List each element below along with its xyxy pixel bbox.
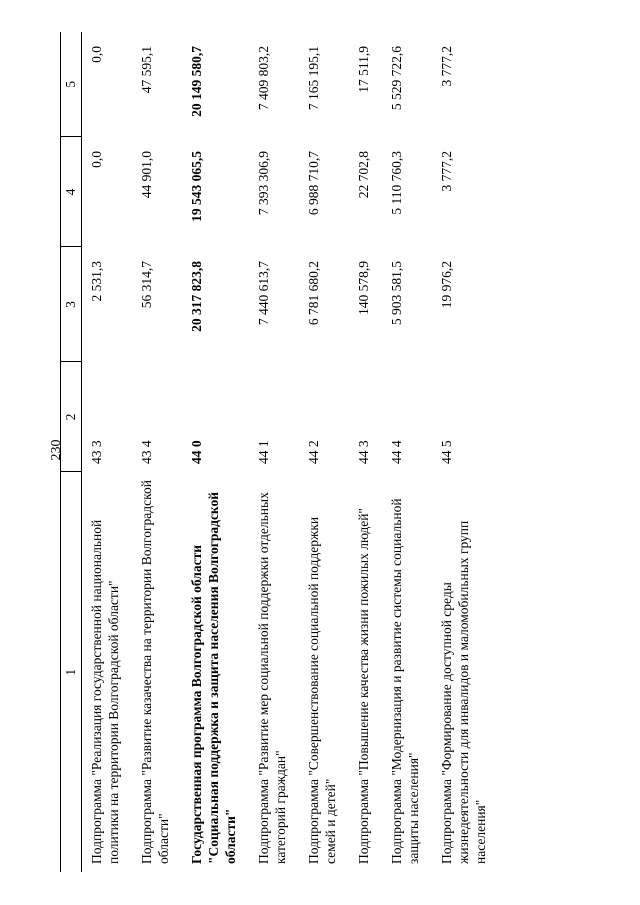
- table-row: [249, 32, 299, 872]
- table-body: [82, 32, 500, 872]
- row-value-col3: 7 440 613,7: [256, 261, 271, 326]
- table-row: [82, 32, 133, 872]
- row-value-col5: 7 165 195,1: [306, 46, 321, 111]
- table-row: [349, 32, 382, 872]
- row-code-cell: 44 1: [256, 440, 271, 464]
- header-col-2: 2: [61, 362, 82, 472]
- header-col-3: 3: [61, 247, 82, 362]
- row-code-cell: 43 3: [89, 440, 104, 464]
- row-value-col4: 22 702,8: [356, 151, 371, 199]
- row-value-col5: 47 595,1: [139, 46, 154, 94]
- row-value-col3: 19 976,2: [439, 261, 454, 309]
- row-code-cell: 44 0: [189, 440, 204, 464]
- row-name-cell: Подпрограмма "Модернизация и развитие системы социальной защиты населения": [389, 498, 421, 864]
- row-name-cell: Подпрограмма "Совершенствование социальной поддержки семей и детей": [306, 516, 338, 864]
- budget-table: [60, 32, 499, 872]
- row-value-col4: 44 901,0: [139, 151, 154, 199]
- row-value-col4: 3 777,2: [439, 151, 454, 192]
- row-name-cell: Подпрограмма "Реализация государственной национальной политики на территории Волгоградской области": [89, 519, 121, 864]
- row-value-col3: 5 903 581,5: [389, 261, 404, 326]
- row-value-col5: 20 149 580,7: [189, 46, 204, 117]
- row-code-cell: 44 2: [306, 440, 321, 464]
- page-number: 230: [49, 439, 64, 461]
- table-header-row: [61, 32, 82, 872]
- row-value-col5: 7 409 803,2: [256, 46, 271, 111]
- row-code-cell: 44 4: [389, 440, 404, 464]
- rotated-table-container: [60, 32, 580, 872]
- row-name-cell: Подпрограмма "Развитие казачества на территории Волгоградской области": [139, 480, 171, 864]
- row-value-col3: 20 317 823,8: [189, 261, 204, 332]
- row-name-cell: Подпрограмма "Развитие мер социальной поддержки отдельных категорий граждан": [256, 492, 288, 864]
- row-value-col4: 6 988 710,7: [306, 151, 321, 216]
- row-value-col5: 5 529 722,6: [389, 46, 404, 111]
- row-value-col5: 17 511,9: [356, 46, 371, 93]
- row-name-cell: Подпрограмма "Повышение качества жизни пожилых людей": [356, 508, 371, 864]
- row-value-col5: 0,0: [89, 46, 104, 63]
- row-value-col5: 3 777,2: [439, 46, 454, 87]
- row-value-col3: 140 578,9: [356, 261, 371, 315]
- row-value-col3: 2 531,3: [89, 261, 104, 302]
- table-row: [382, 32, 432, 872]
- row-code-cell: 44 5: [439, 440, 454, 464]
- row-value-col3: 56 314,7: [139, 261, 154, 309]
- table-row: [299, 32, 349, 872]
- row-code-cell: 44 3: [356, 440, 371, 464]
- table-row: [432, 32, 499, 872]
- row-code-cell: 43 4: [139, 440, 154, 464]
- row-value-col4: 5 110 760,3: [389, 151, 404, 215]
- row-value-col4: 7 393 306,9: [256, 151, 271, 216]
- header-col-5: 5: [61, 32, 82, 137]
- row-value-col4: 19 543 065,5: [189, 151, 204, 222]
- table-row: [182, 32, 249, 872]
- row-value-col4: 0,0: [89, 151, 104, 168]
- header-col-4: 4: [61, 137, 82, 247]
- row-name-cell: Государственная программа Волгоградской области "Социальная поддержка и защита населения Волгоградской области": [189, 491, 238, 864]
- table-row: [132, 32, 182, 872]
- row-value-col3: 6 781 680,2: [306, 261, 321, 326]
- row-name-cell: Подпрограмма "Формирование доступной среды жизнедеятельности для инвалидов и маломобильных групп населения": [439, 520, 488, 864]
- header-col-1: 1: [61, 472, 82, 872]
